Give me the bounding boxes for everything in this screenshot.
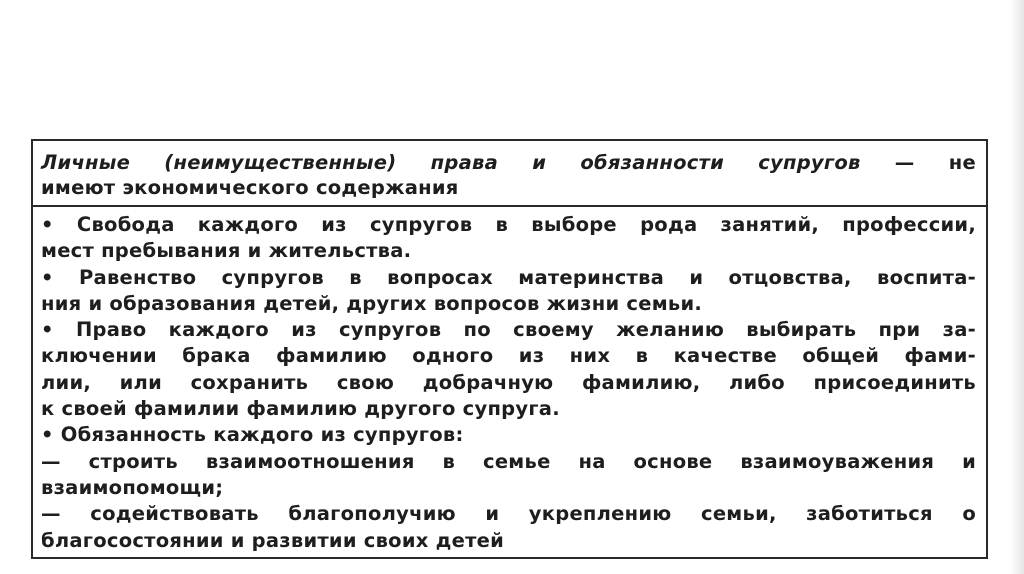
body-line: взаимопомощи; xyxy=(41,475,224,499)
body-line: — строить взаимоотношения в семье на основе взаимоуважения и xyxy=(41,449,976,473)
heading-line-2: имеют экономического содержания xyxy=(41,176,459,199)
heading-italic-text: Личные (неимущественные) права и обязанности супругов xyxy=(41,151,861,174)
body-line: • Равенство супругов в вопросах материнства и отцовства, воспита- xyxy=(41,265,976,289)
body-line: мест пребывания и жительства. xyxy=(41,239,412,263)
body-line: • Свобода каждого из супругов в выборе рода занятий, профессии, xyxy=(41,213,976,236)
table-body xyxy=(33,207,986,557)
rights-table xyxy=(31,139,988,559)
body-line: лии, или сохранить свою добрачную фамилию, либо присоединить xyxy=(41,370,976,394)
heading-rest-text: — не xyxy=(860,151,976,174)
slide-edge xyxy=(1010,0,1024,574)
body-line: благосостоянии и развитии своих детей xyxy=(41,528,505,552)
heading-line-1 xyxy=(41,150,976,175)
body-line: • Право каждого из супругов по своему желанию выбирать при за- xyxy=(41,318,976,342)
body-line: • Обязанность каждого из супругов: xyxy=(41,423,464,447)
body-line: ния и образования детей, других вопросов жизни семьи. xyxy=(41,291,703,315)
body-line: ключении брака фамилию одного из них в качестве общей фами- xyxy=(41,344,976,368)
body-line: к своей фамилии фамилию другого супруга. xyxy=(41,397,560,421)
table-header xyxy=(33,141,986,207)
body-line: — содействовать благополучию и укреплению семьи, заботиться о xyxy=(41,502,976,526)
